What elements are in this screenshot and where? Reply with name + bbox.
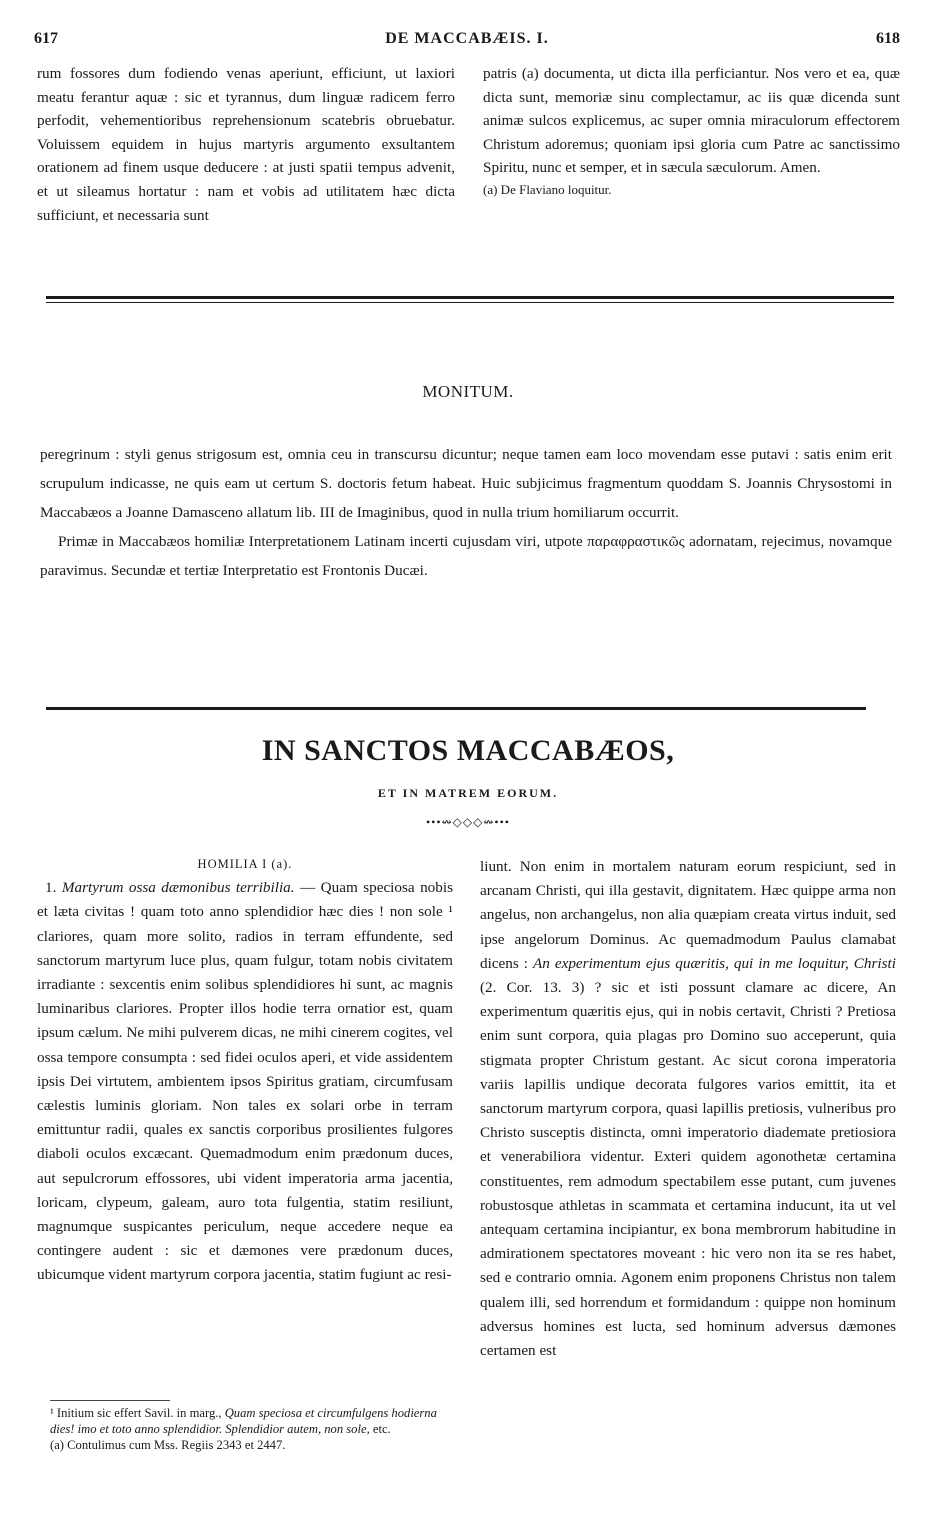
footnote-1-italic: Quam speciosa et circumfulgens hodierna dies! imo et toto anno splendidior. Splendidior autem, non sole, [50,1406,437,1436]
monitum-paragraph-2: Primæ in Maccabæos homiliæ Interpretationem Latinam incerti cujusdam viri, utpote παραφραστικῶς adornatam, rejecimus, novamque paravimus. Secundæ et tertiæ Interpretatio est Frontonis Ducæi. [40,533,892,579]
page-number-left: 617 [34,30,58,47]
homily-right-text-1: liunt. Non enim in mortalem naturam eorum respiciunt, sed in arcanam Christi, qui illa gestavit, dignitatem. Hæc quippe arma non angelus, non archangelus, non alia quæpiam creata virtus induit, sed ipse angelorum Dominus. Ac quemadmodum Paulus clamabat dicens : [480,858,896,972]
homily-right-text-2: sic et isti possunt clamare ac dicere, An experimentum quæritis ejus, qui in nobis certavit, Christi ? Pretiosa enim sunt corpora, quia plagas pro Domino suo acceperunt, quia stigmata propter Christum gestant. Ac sicut corona imperatoria variis lapillis undique decorata fulgores varios emittit, ita et sanctorum martyrum corpora, quasi lapillis pretiosis, vulneribus pro Christo susceptis distincta, omni imperatorio diademate pretiosiora et venerabiliora videntur. Exteri quidem agonothetæ certamina constituentes, rem admodum spectabilem esse putant, cum juvenes robustosque athletas in scammata et certamina inducunt, ita ut vel antequam certamina incipiantur, ex bona membrorum habitudine in admirationem spectatores moveant : hic vero non ita se res habet, sed e contrario omnia. Agonem enim proponens Christus non talem qualem illi, sed horrendum et formidandum : quippe non hominum adversus homines est lucta, sed hominum adversus dæmones certamen est [480,979,896,1360]
top-right-column [483,62,900,200]
section-divider-1b [46,302,894,303]
top-left-paragraph: rum fossores dum fodiendo venas aperiunt, efficiunt, ut laxiori meatu ferantur aquæ : sic et tyrannus, dum linguæ radicem ferro perfodit, vehementioribus reprehensionum scatebris obruebatur. Voluissem equidem in hujus martyris argumento exsultantem orationem ad finem usque deducere : at justi spatii tempus advenit, et ut sileamus hortatur : nam et vobis ad utilitatem hæc dicta sufficiunt, et necessaria sunt [37,65,455,224]
section-title: Martyrum ossa dæmonibus terribilia. [61,879,295,897]
footnote-rule [50,1400,170,1401]
ornament-divider: •••↭◇◇◇↭••• [425,815,510,829]
homily-left-paragraph [37,876,453,1287]
section-divider-1 [46,296,894,299]
homily-sub-title: ET IN MATREM EORUM. [377,786,559,800]
running-header [34,30,900,52]
top-left-column [37,62,455,227]
footnote-1-tail: etc. [369,1422,391,1436]
section-number: 1. [45,879,57,897]
top-right-footnote: (a) De Flaviano loquitur. [483,181,612,197]
monitum-title: MONITUM. [422,382,514,401]
homily-right-paragraph [480,855,896,1363]
homily-left-column [37,852,453,1288]
scripture-quote: An experimentum ejus quæritis, qui in me loquitur, Christi [532,954,896,972]
page-number-right: 618 [876,30,900,47]
footnotes [50,1405,454,1453]
monitum-body [40,440,892,585]
monitum-paragraph-1: peregrinum : styli genus strigosum est, omnia ceu in transcursu dicuntur; neque tamen eam loco movendam esse putavi : satis enim erit scrupulum indicasse, ne quis eam ut certum S. doctoris fetum habeat. Huic subjicimus fragmentum quoddam S. Joannis Chrysostomi in Maccabæos a Joanne Damasceno allatum lib. III de Imaginibus, quod in nulla trium homiliarum occurrit. [40,446,892,521]
scripture-reference: (2. Cor. 13. 3) ? [480,979,602,997]
homily-left-text: — Quam speciosa nobis et læta civitas ! quam toto anno splendidior hæc dies ! non sole ¹ clariores, quam more solito, radios in terram effundente, sed sanctorum martyrum luce plus, quam fulgur, totam nobis civitatem irradiante : sexcentis enim solibus splendidiores hi sunt, ac magnis luminaribus clariores. Propter illos hodie terra ornatior est, quam ipsum cælum. Ne mihi pulverem dicas, ne mihi cinerem cogites, vel ossa tempore consumpta : sed fidei oculos aperi, et vide assidentem ipsis Dei virtutem, ambientem ipsos Spiritus gratiam, circumfusam cælestis luminis gloriam. Non tales ex solari orbe in terram emittuntur radii, quales ex sanctis corporibus prosilientes fulgores diaboli oculos excæcant. Quemadmodum enim prædonum duces, aut sepulcrorum effossores, ubi vident imperatoria arma jacentia, loricam, clypeum, galeam, auro tota fulgentia, statim resiliunt, magnumque suspicantes periculum, neque accedere neque ea contingere audent : sic et dæmones vere prædonum duces, ubicumque vident martyrum corpora jacentia, statim fugiunt ac resi- [37,879,453,1284]
homily-heading: HOMILIA I (a). [197,857,293,871]
homily-main-title: IN SANCTOS MACCABÆOS, [261,734,675,767]
homily-right-column [480,855,896,1363]
footnote-1-lead: ¹ Initium sic effert Savil. in marg., [50,1406,225,1420]
section-divider-2 [46,707,866,710]
footnote-1 [50,1405,454,1437]
running-title: DE MACCABÆIS. I. [385,30,549,47]
top-right-paragraph: patris (a) documenta, ut dicta illa perficiantur. Nos vero et ea, quæ dicta sunt, memoriæ sinu complectamur, ac iis quæ dicenda sunt animæ sulcos explicemus, ac super omnia miraculorum effectorem Christum adoremus; quoniam ipsi gloria cum Patre ac sanctissimo Spiritu, nunc et semper, et in sæcula sæculorum. Amen. [483,65,900,177]
footnote-2: (a) Contulimus cum Mss. Regiis 2343 et 2447. [50,1438,286,1452]
